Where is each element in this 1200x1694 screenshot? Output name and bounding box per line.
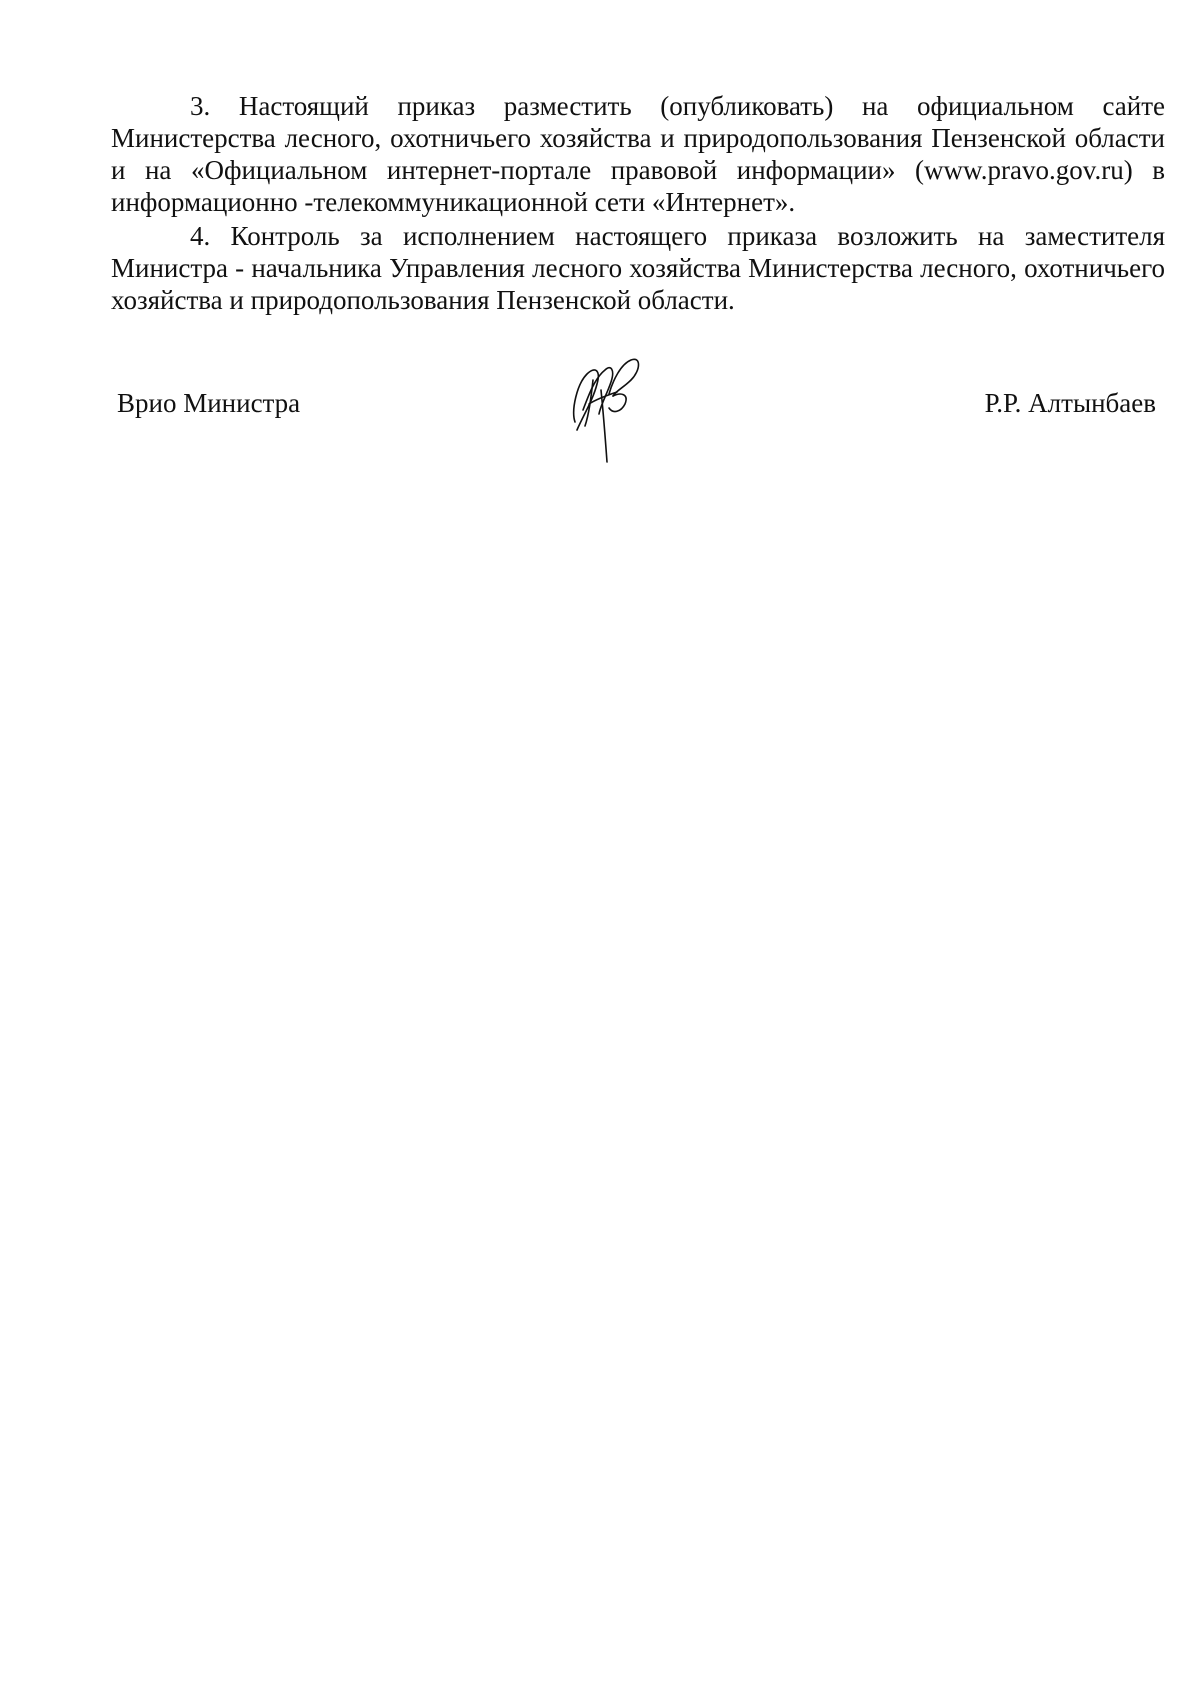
signature-block <box>0 350 1200 470</box>
paragraph-4: 4. Контроль за исполнением настоящего приказа возложить на заместителя Министра - начальника Управления лесного хозяйства Министерства лесного, охотничьего хозяйства и природопользования Пензенской области. <box>111 221 1165 315</box>
signatory-name: Р.Р. Алтынбаев <box>984 388 1156 418</box>
handwritten-signature-icon <box>565 350 645 468</box>
paragraph-3: 3. Настоящий приказ разместить (опубликовать) на официальном сайте Министерства лесного, охотничьего хозяйства и природопользования Пензенской области и на «Официальном интернет-портале правовой информации» (www.pravo.gov.ru) в информационно -телекоммуникационной сети «Интернет». <box>111 91 1165 217</box>
signatory-title: Врио Министра <box>117 388 301 418</box>
document-body <box>111 90 1165 318</box>
